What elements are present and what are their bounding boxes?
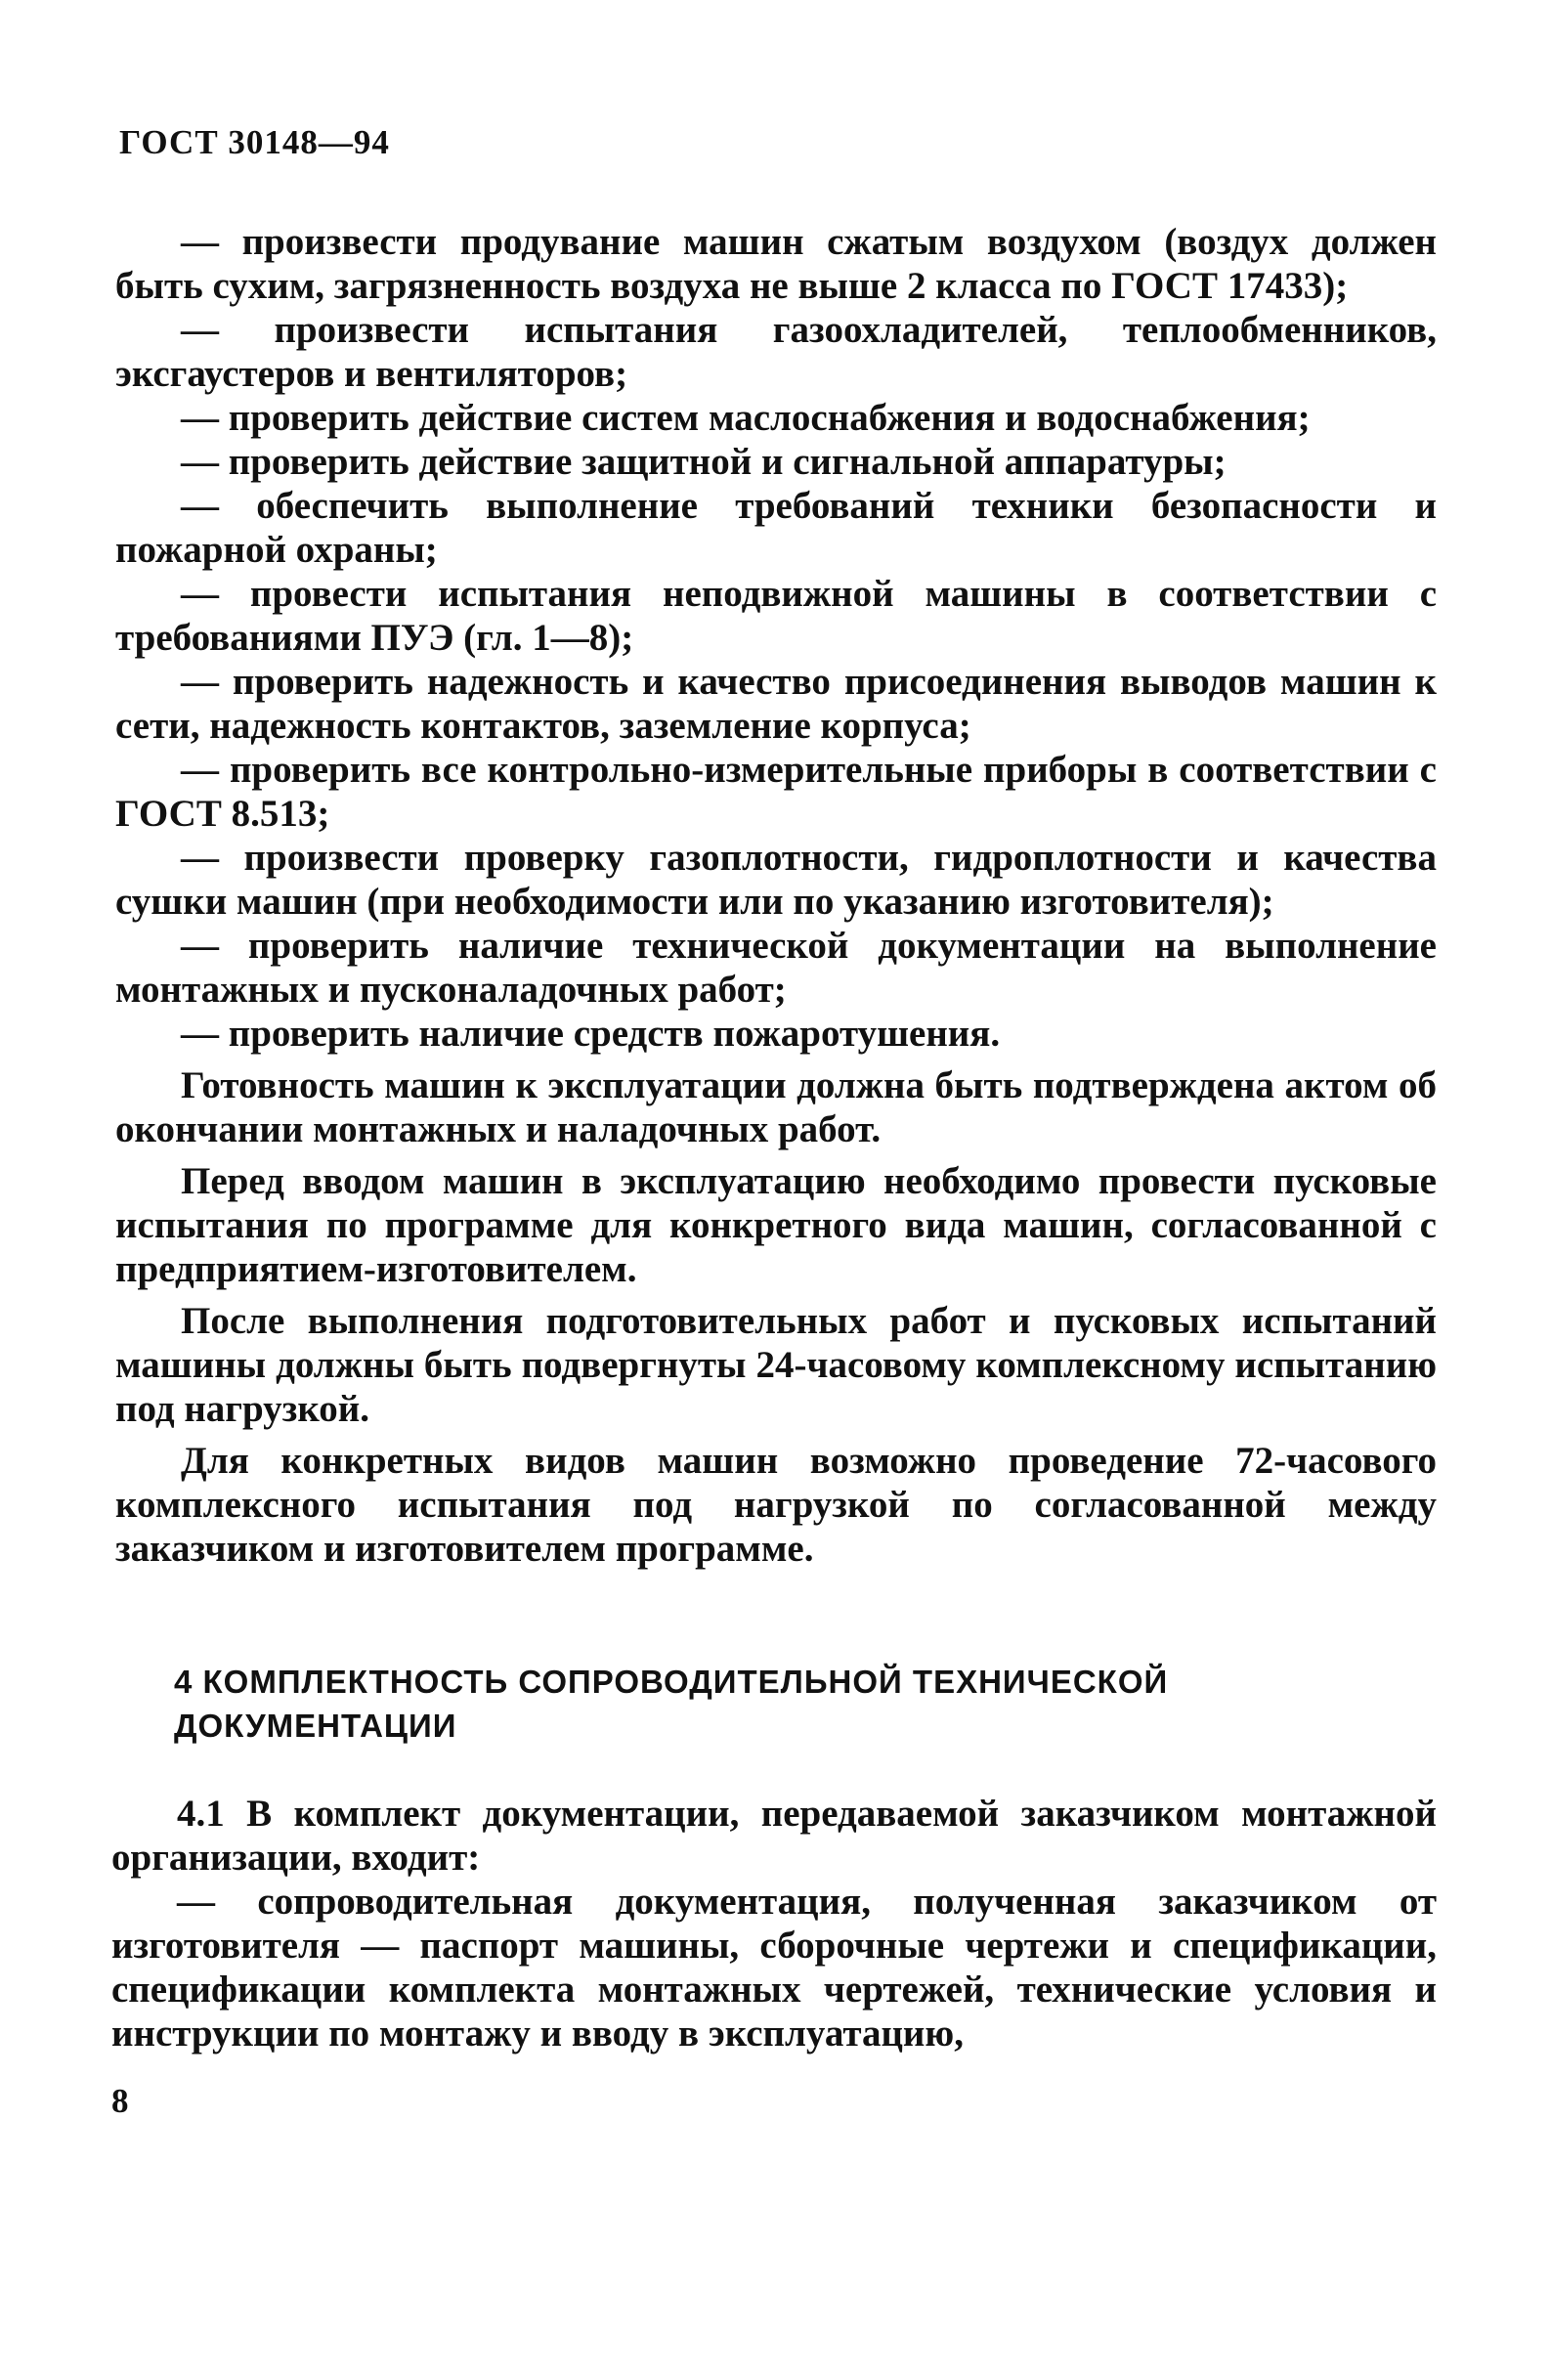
paragraph: — провести испытания неподвижной машины в соответствии с требованиями ПУЭ (гл. 1—8);: [115, 573, 1437, 659]
paragraph: Перед вводом машин в эксплуатацию необходимо провести пусковые испытания по программе для конкретного вида машин, согласованной с предприятием-изготовителем.: [115, 1160, 1437, 1290]
section-body-text: [111, 1792, 1437, 2055]
paragraph: — сопроводительная документация, полученная заказчиком от изготовителя — паспорт машины, сборочные чертежи и спецификации, спецификации комплекта монтажных чертежей, технические условия и инструкции по монтажу и вводу в эксплуатацию,: [111, 1881, 1437, 2055]
paragraph: После выполнения подготовительных работ и пусковых испытаний машины должны быть подвергнуты 24-часовому комплексному испытанию под нагрузкой.: [115, 1300, 1437, 1430]
paragraph: Готовность машин к эксплуатации должна быть подтверждена актом об окончании монтажных и наладочных работ.: [115, 1064, 1437, 1150]
section-heading-line: 4 КОМПЛЕКТНОСТЬ СОПРОВОДИТЕЛЬНОЙ ТЕХНИЧЕСКОЙ: [174, 1664, 1169, 1700]
section-heading: [174, 1660, 1396, 1748]
document-code: ГОСТ 30148—94: [119, 123, 390, 161]
page-number: 8: [111, 2082, 129, 2120]
paragraph: — проверить надежность и качество присоединения выводов машин к сети, надежность контактов, заземление корпуса;: [115, 661, 1437, 747]
paragraph: — проверить действие защитной и сигнальной аппаратуры;: [181, 441, 1227, 483]
paragraph: — произвести продувание машин сжатым воздухом (воздух должен быть сухим, загрязненность воздуха не выше 2 класса по ГОСТ 17433);: [115, 221, 1437, 307]
main-body-text: [115, 220, 1437, 1571]
paragraph: — проверить наличие технической документации на выполнение монтажных и пусконаладочных работ;: [115, 925, 1437, 1011]
paragraph: — проверить наличие средств пожаротушения.: [181, 1013, 1001, 1055]
paragraph: — произвести проверку газоплотности, гидроплотности и качества сушки машин (при необходимости или по указанию изготовителя);: [115, 837, 1437, 923]
section-heading-line: ДОКУМЕНТАЦИИ: [174, 1708, 457, 1744]
paragraph: — проверить действие систем маслоснабжения и водоснабжения;: [181, 397, 1311, 439]
paragraph: Для конкретных видов машин возможно проведение 72-часового комплексного испытания под нагрузкой по согласованной между заказчиком и изготовителем программе.: [115, 1440, 1437, 1570]
paragraph: 4.1 В комплект документации, передаваемой заказчиком монтажной организации, входит:: [111, 1793, 1437, 1879]
paragraph: — обеспечить выполнение требований техники безопасности и пожарной охраны;: [115, 485, 1437, 571]
paragraph: — произвести испытания газоохладителей, теплообменников, эксгаустеров и вентиляторов;: [115, 309, 1437, 395]
paragraph: — проверить все контрольно-измерительные приборы в соответствии с ГОСТ 8.513;: [115, 749, 1437, 835]
